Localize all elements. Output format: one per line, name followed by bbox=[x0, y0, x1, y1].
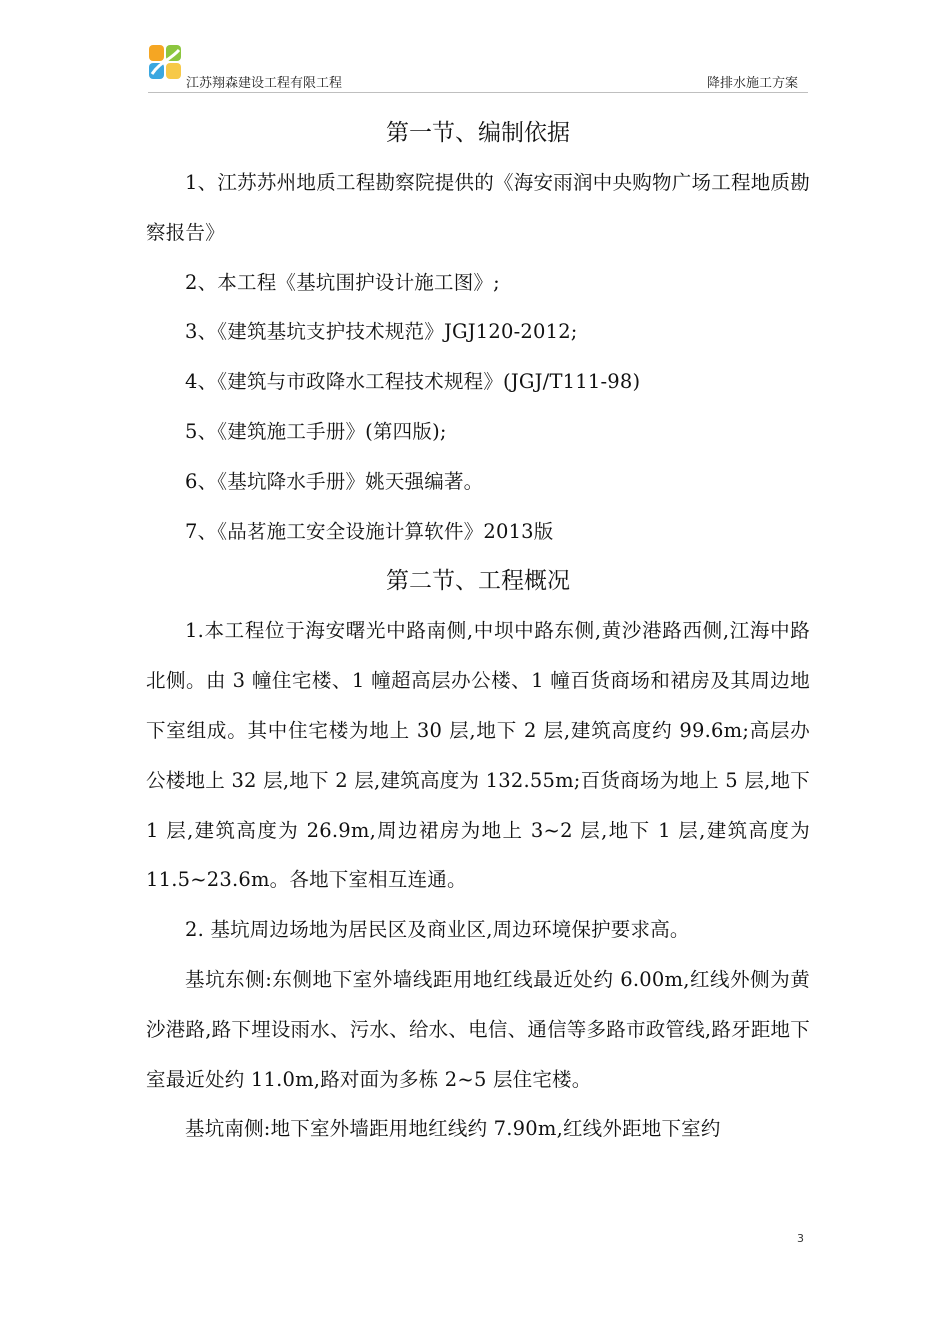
section1-item-6: 6、《基坑降水手册》姚天强编著。 bbox=[185, 469, 484, 493]
section2-paragraph-3: 基坑东侧:东侧地下室外墙线距用地红线最近处约 6.00m,红线外侧为黄沙港路,路下埋设雨水、污水、给水、电信、通信等多路市政管线,路牙距地下室最近处约 11.0m,路对面为多栋 2~5 层住宅楼。 bbox=[146, 967, 810, 1091]
page-header bbox=[148, 44, 808, 92]
header-divider bbox=[148, 92, 808, 93]
section1-item-2: 2、本工程《基坑围护设计施工图》; bbox=[185, 270, 500, 294]
section2-paragraph-4: 基坑南侧:地下室外墙距用地红线约 7.90m,红线外距地下室约 bbox=[185, 1117, 721, 1141]
company-logo-icon bbox=[148, 44, 182, 80]
section1-item-3: 3、《建筑基坑支护技术规范》JGJ120-2012; bbox=[185, 320, 578, 344]
section1-title: 第一节、编制依据 bbox=[386, 120, 570, 146]
section2-paragraph-1: 1.本工程位于海安曙光中路南侧,中坝中路东侧,黄沙港路西侧,江海中路北侧。由 3 幢住宅楼、1 幢超高层办公楼、1 幢百货商场和裙房及其周边地下室组成。其中住宅楼为地上 30 层,地下 2 层,建筑高度约 99.6m;高层办公楼地上 32 层,地下 2 层,建筑高度为 132.55m;百货商场为地上 5 层,地下 1 层,建筑高度为 26.9m,周边裙房为地上 3~2 层,地下 1 层,建筑高度为 11.5~23.6m。各地下室相互连通。 bbox=[146, 619, 810, 892]
section1-item-1: 1、江苏苏州地质工程勘察院提供的《海安雨润中央购物广场工程地质勘察报告》 bbox=[146, 171, 810, 244]
section1-item-5: 5、《建筑施工手册》(第四版); bbox=[185, 419, 447, 443]
section2-title: 第二节、工程概况 bbox=[386, 568, 570, 595]
section1-item-7: 7、《品茗施工安全设施计算软件》2013版 bbox=[185, 519, 554, 543]
section1-item-4: 4、《建筑与市政降水工程技术规程》(JGJ/T111-98) bbox=[185, 370, 641, 394]
section2-paragraph-2: 2. 基坑周边场地为居民区及商业区,周边环境保护要求高。 bbox=[185, 918, 690, 942]
page-number: 3 bbox=[797, 1232, 804, 1245]
page-content bbox=[146, 108, 810, 1154]
company-name: 江苏翔森建设工程有限工程 bbox=[186, 76, 343, 91]
document-title: 降排水施工方案 bbox=[706, 76, 798, 91]
